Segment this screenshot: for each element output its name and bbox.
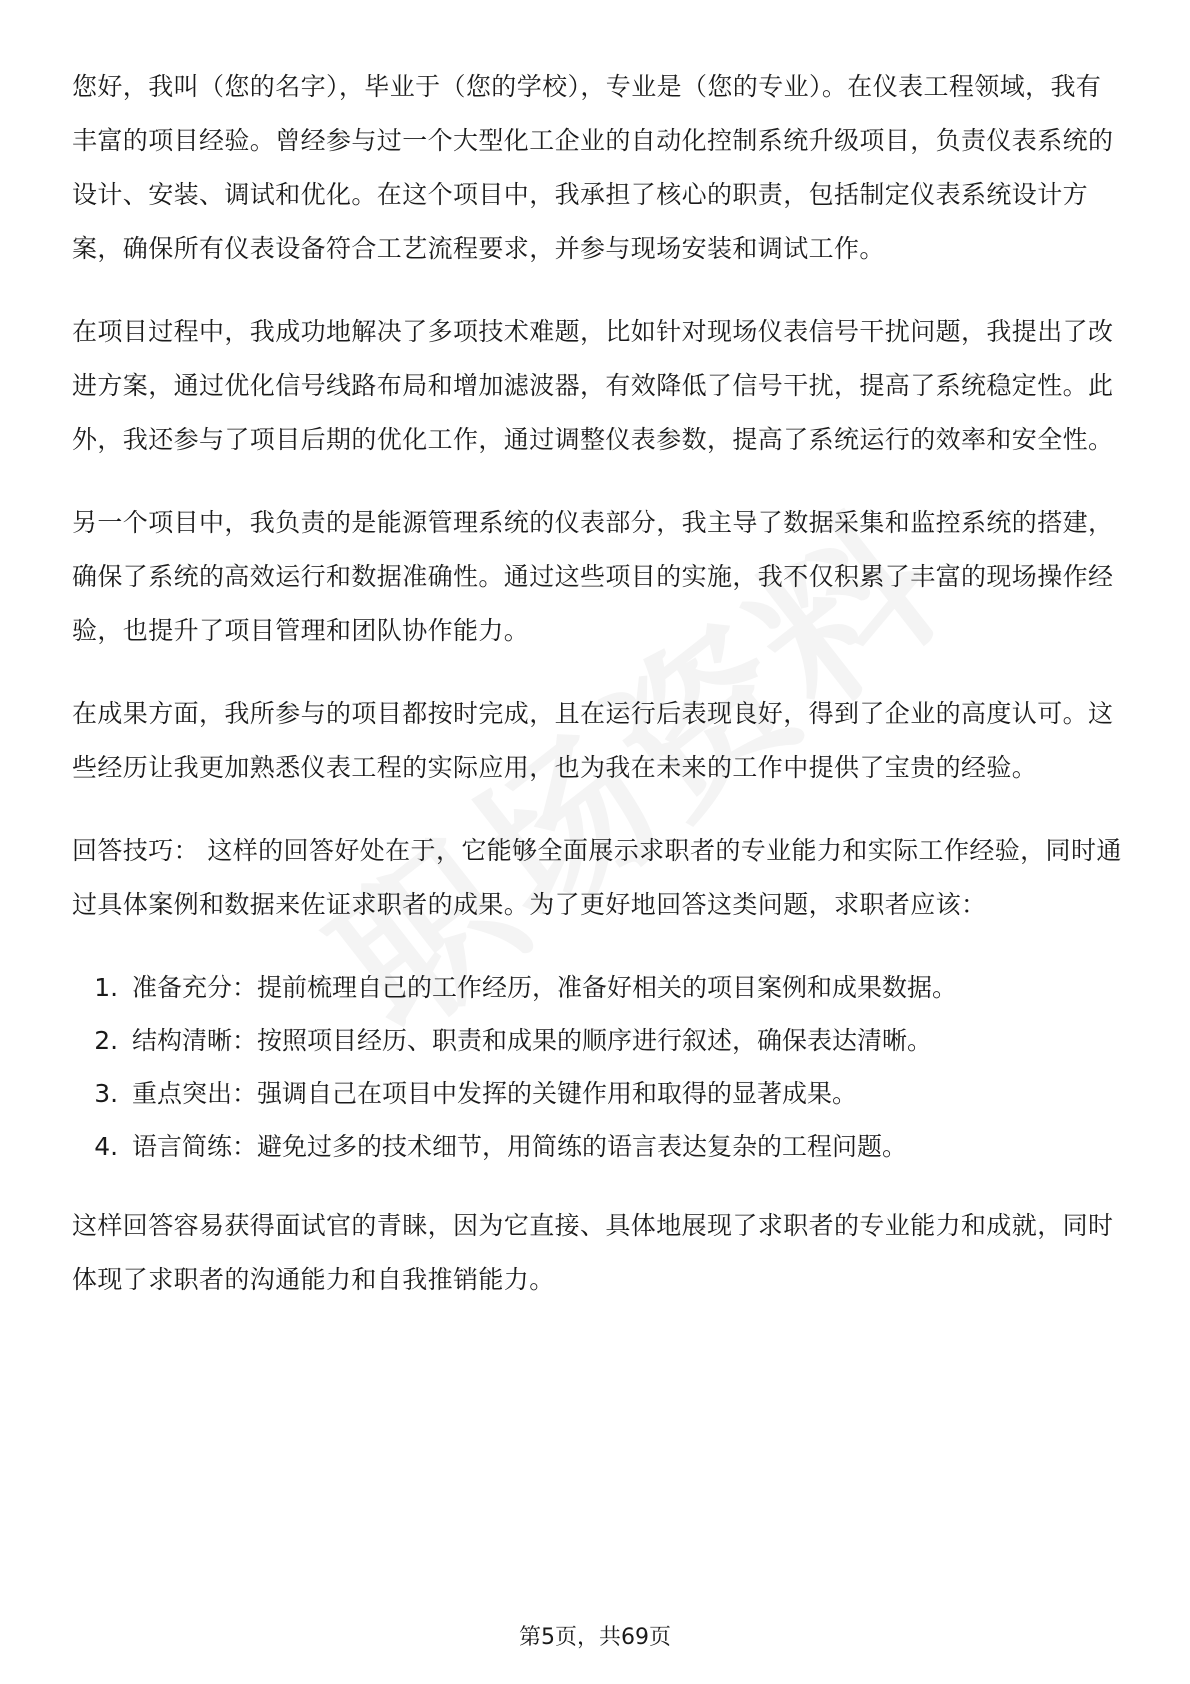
document-body xyxy=(72,60,1122,1336)
paragraph-results: 在成果方面，我所参与的项目都按时完成，且在运行后表现良好，得到了企业的高度认可。这些经历让我更加熟悉仪表工程的实际应用，也为我在未来的工作中提供了宝贵的经验。 xyxy=(72,699,1114,782)
tip-item: 1. 准备充分：提前梳理自己的工作经历，准备好相关的项目案例和成果数据。 xyxy=(126,961,1122,1014)
paragraph-challenges: 在项目过程中，我成功地解决了多项技术难题，比如针对现场仪表信号干扰问题，我提出了改进方案，通过优化信号线路布局和增加滤波器，有效降低了信号干扰，提高了系统稳定性。此外，我还参与了项目后期的优化工作，通过调整仪表参数，提高了系统运行的效率和安全性。 xyxy=(72,317,1114,454)
paragraph-closing: 这样回答容易获得面试官的青睐，因为它直接、具体地展现了求职者的专业能力和成就，同时体现了求职者的沟通能力和自我推销能力。 xyxy=(72,1211,1114,1294)
page-number-footer: 第5页，共69页 xyxy=(519,1625,671,1650)
tips-list xyxy=(72,961,1122,1173)
tip-item: 4. 语言简练：避免过多的技术细节，用简练的语言表达复杂的工程问题。 xyxy=(126,1120,1122,1173)
tip-item: 2. 结构清晰：按照项目经历、职责和成果的顺序进行叙述，确保表达清晰。 xyxy=(126,1014,1122,1067)
paragraph-answer-tips: 回答技巧： 这样的回答好处在于，它能够全面展示求职者的专业能力和实际工作经验，同时通过具体案例和数据来佐证求职者的成果。为了更好地回答这类问题，求职者应该： xyxy=(72,836,1122,919)
paragraph-energy-project: 另一个项目中，我负责的是能源管理系统的仪表部分，我主导了数据采集和监控系统的搭建，确保了系统的高效运行和数据准确性。通过这些项目的实施，我不仅积累了丰富的现场操作经验，也提升了项目管理和团队协作能力。 xyxy=(72,508,1114,645)
tip-item: 3. 重点突出：强调自己在项目中发挥的关键作用和取得的显著成果。 xyxy=(126,1067,1122,1120)
paragraph-intro: 您好，我叫（您的名字），毕业于（您的学校），专业是（您的专业）。在仪表工程领域，我有丰富的项目经验。曾经参与过一个大型化工企业的自动化控制系统升级项目，负责仪表系统的设计、安装、调试和优化。在这个项目中，我承担了核心的职责，包括制定仪表系统设计方案，确保所有仪表设备符合工艺流程要求，并参与现场安装和调试工作。 xyxy=(72,72,1114,263)
